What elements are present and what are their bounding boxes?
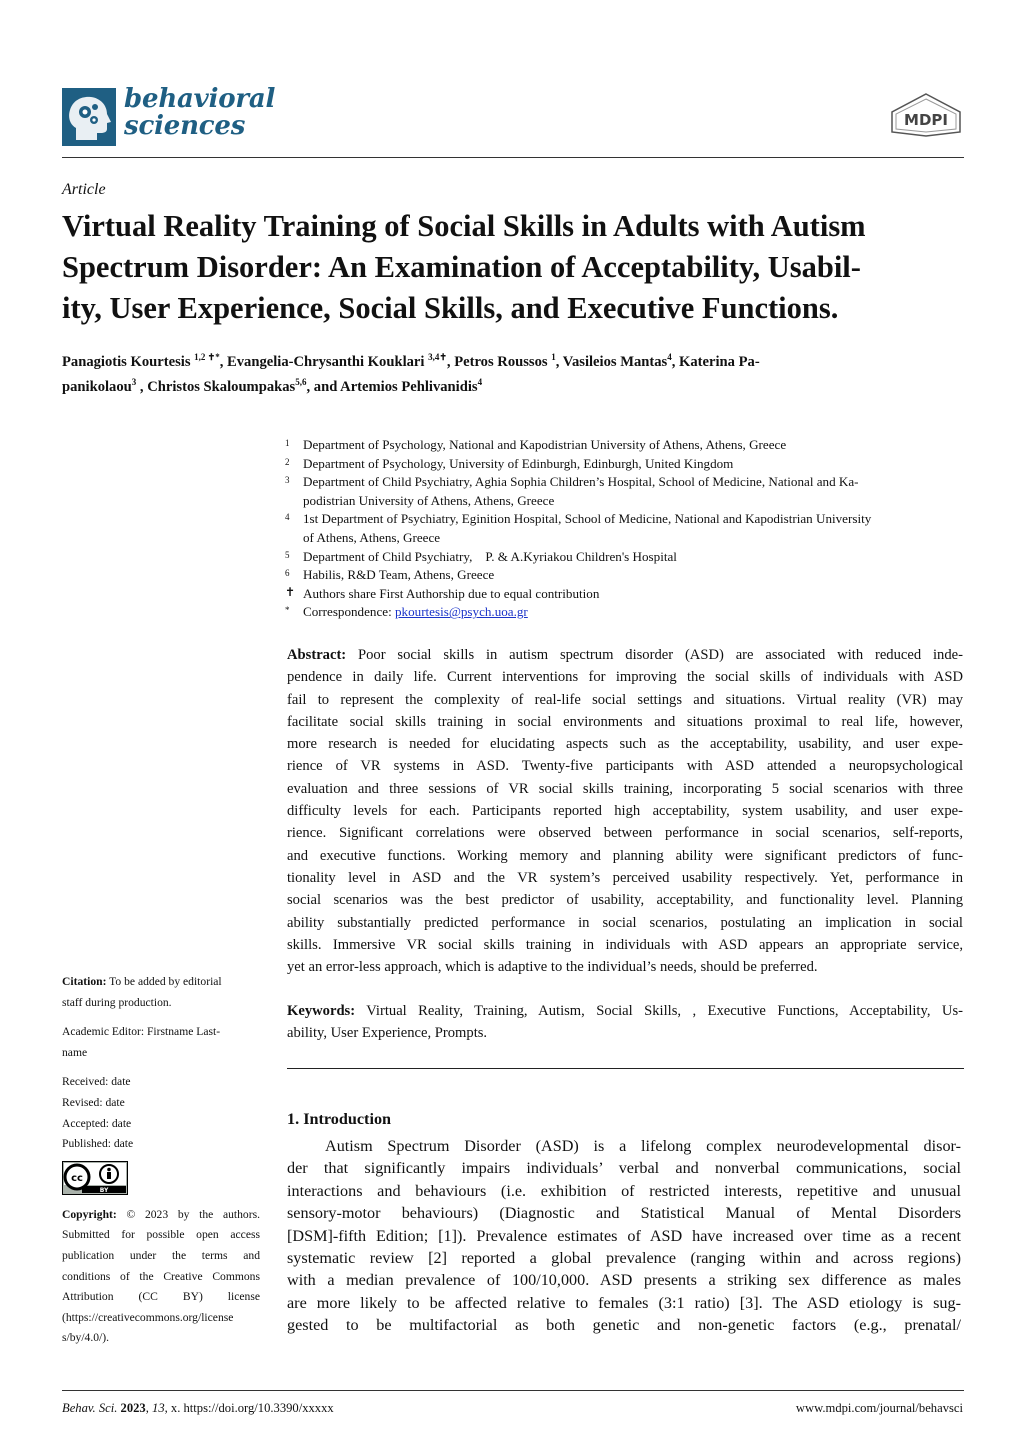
affiliation-item bbox=[287, 510, 967, 547]
abstract-line: fail to represent the complexity of real-life social settings and situations. Virtual reality (VR) may bbox=[287, 691, 963, 708]
academic-editor-line: name bbox=[62, 1045, 88, 1059]
doi-text[interactable]: , x. https://doi.org/10.3390/xxxxx bbox=[164, 1401, 334, 1415]
introduction-text bbox=[287, 1135, 961, 1337]
cc-by-license-icon[interactable] bbox=[62, 1161, 128, 1195]
title-line: Spectrum Disorder: An Examination of Acceptability, Usabil- bbox=[62, 250, 861, 284]
abstract-line: tionality level in ASD and the VR system’s perceived usability respectively. Yet, performance in bbox=[287, 869, 963, 886]
affiliation-mark: 2 bbox=[285, 456, 290, 467]
abstract bbox=[287, 644, 963, 978]
intro-line: with a median prevalence of 100/10,000. ASD presents a striking sex difference as males bbox=[287, 1271, 961, 1290]
journal-name bbox=[124, 86, 275, 140]
abstract-divider bbox=[287, 1068, 964, 1069]
intro-line: [DSM]-fifth Edition; [1]). Prevalence estimates of ASD have increased over time as a recent bbox=[287, 1226, 961, 1245]
author-name: , and Artemios Pehlivanidis bbox=[306, 379, 478, 395]
title-line: Virtual Reality Training of Social Skills in Adults with Autism bbox=[62, 209, 866, 243]
copyright-notice: Copyright: © 2023 by the authors. Submitted for possible open access publication under the terms and conditions of the Creative Commons Attribution (CC BY) license (https://creativecommons.org/license s/by/4.0/). bbox=[62, 1207, 260, 1345]
keywords bbox=[287, 1000, 963, 1045]
publisher-name: MDPI bbox=[904, 111, 948, 129]
volume: 13 bbox=[152, 1401, 165, 1415]
affiliation-mark: 4 bbox=[285, 512, 290, 523]
author-list bbox=[62, 350, 962, 400]
author-line bbox=[62, 375, 962, 400]
title-line: ity, User Experience, Social Skills, and Executive Functions. bbox=[62, 291, 839, 325]
keywords-line: ability, User Experience, Prompts. bbox=[287, 1025, 488, 1042]
author-name: , Petros Roussos bbox=[446, 354, 552, 370]
citation-note: Citation: To be added by editorial bbox=[62, 975, 222, 988]
affiliation-item bbox=[287, 473, 967, 510]
correspondence-label: Correspondence: bbox=[303, 604, 395, 620]
article-type: Article bbox=[62, 181, 106, 198]
keywords-label: Keywords: bbox=[287, 1003, 356, 1019]
abstract-line: evaluation and three sessions of VR social skills training, incorporating 5 social scenarios with three bbox=[287, 780, 963, 797]
revised-date: Revised: date bbox=[62, 1095, 125, 1109]
author-name: , Christos Skaloumpakas bbox=[136, 379, 296, 395]
intro-line: are more likely to be affected relative to females (3:1 ratio) [3]. The ASD etiology is sug- bbox=[287, 1293, 961, 1312]
article-title bbox=[62, 206, 962, 329]
abstract-line: yet an error-less approach, which is adaptive to the individual’s needs, should be preferred. bbox=[287, 959, 818, 976]
keywords-line: Virtual Reality, Training, Autism, Social Skills, , Executive Functions, Acceptability, Us- bbox=[355, 1003, 963, 1019]
author-affil: 5,6 bbox=[295, 377, 307, 388]
affiliation-text: Habilis, R&D Team, Athens, Greece bbox=[303, 567, 495, 583]
header-divider bbox=[62, 157, 964, 158]
abstract-line: rience of VR systems in ASD. Twenty-five participants with ASD attended a neuropsychological bbox=[287, 758, 963, 775]
correspondence bbox=[287, 603, 967, 622]
publication-year: 2023 bbox=[120, 1401, 146, 1415]
academic-editor: Academic Editor: Firstname Last- bbox=[62, 1025, 221, 1039]
intro-line: sensory-motor behaviours) (Diagnostic and Statistical Manual of Mental Disorders bbox=[287, 1204, 961, 1223]
journal-logo-icon bbox=[62, 88, 116, 146]
citation-note-line: staff during production. bbox=[62, 995, 172, 1009]
author-line bbox=[62, 350, 962, 375]
citation-label: Citation: bbox=[62, 975, 107, 988]
license-badge-label: BY bbox=[99, 1186, 109, 1194]
abstract-line: social scenarios was the best predictor of usability, acceptability, and functionality level. Planning bbox=[287, 892, 963, 909]
affiliation-mark: 1 bbox=[285, 438, 290, 448]
affiliation-mark: 5 bbox=[285, 549, 290, 560]
author-name: , Katerina Pa- bbox=[671, 354, 760, 370]
journal-name-line2: sciences bbox=[124, 111, 246, 141]
affiliation-item bbox=[287, 585, 967, 604]
abstract-line: Poor social skills in autism spectrum disorder (ASD) are associated with reduced inde- bbox=[346, 647, 963, 663]
affiliation-text: Department of Child Psychiatry, P. & A.Kyriakou Children's Hospital bbox=[303, 548, 677, 564]
mdpi-logo-icon bbox=[890, 92, 962, 138]
author-affil: 3 bbox=[131, 377, 137, 388]
abstract-line: facilitate social skills training in social environments and situations proximal to real life, however, bbox=[287, 713, 963, 730]
article-sidebar bbox=[62, 972, 260, 1349]
affiliation-text: 1st Department of Psychiatry, Eginition Hospital, School of Medicine, National and Kapodistrian University bbox=[303, 511, 872, 527]
correspondence-mark: * bbox=[285, 605, 290, 616]
affiliation-mark: 6 bbox=[285, 568, 290, 579]
affiliation-text: Department of Psychology, National and Kapodistrian University of Athens, Athens, Greece bbox=[303, 437, 787, 452]
affiliation-mark: 3 bbox=[285, 475, 290, 486]
abstract-line: ability substantially predicted performance in social scenarios, postulating an implication in social bbox=[287, 914, 963, 931]
abstract-line: more research is needed for elucidating aspects such as the acceptability, usability, and user expe- bbox=[287, 736, 963, 753]
abstract-line: difficulty levels for each. Participants reported high acceptability, system usability, and user expe- bbox=[287, 803, 963, 820]
affiliation-mark: ✝ bbox=[285, 584, 296, 599]
svg-text:cc: cc bbox=[71, 1172, 83, 1184]
author-affil: 4 bbox=[667, 352, 672, 363]
abstract-label: Abstract: bbox=[287, 647, 347, 663]
author-name: panikolaou bbox=[62, 379, 132, 395]
author-name: Panagiotis Kourtesis bbox=[62, 354, 195, 370]
section-heading: 1. Introduction bbox=[287, 1110, 392, 1128]
affiliation-item bbox=[287, 548, 967, 567]
affiliation-item bbox=[287, 436, 967, 455]
abstract-line: rience. Significant correlations were observed between performance in social scenarios, self-reports, bbox=[287, 825, 963, 842]
author-affil: 4 bbox=[477, 377, 483, 388]
affiliation-item bbox=[287, 455, 967, 474]
intro-line: der that significantly impairs individuals’ verbal and nonverbal communications, social bbox=[287, 1159, 961, 1178]
affiliation-text: of Athens, Athens, Greece bbox=[303, 529, 441, 545]
published-date: Published: date bbox=[62, 1137, 134, 1151]
abstract-line: and executive functions. Working memory and planning ability were significant predictors of func- bbox=[287, 847, 963, 864]
author-name: , Evangelia-Chrysanthi Kouklari bbox=[219, 354, 429, 370]
intro-line: interactions and behaviours (i.e. exhibition of restricted interests, repetitive and unusual bbox=[287, 1181, 961, 1200]
affiliation-text: Department of Psychology, University of Edinburgh, Edinburgh, United Kingdom bbox=[303, 455, 734, 471]
intro-line: Autism Spectrum Disorder (ASD) is a lifelong complex neurodevelopmental disor- bbox=[325, 1137, 961, 1155]
affiliation-text: Authors share First Authorship due to equal contribution bbox=[303, 585, 600, 601]
citation-footer: Behav. Sci. 2023, 13, x. https://doi.org/10.3390/xxxxx bbox=[62, 1401, 334, 1415]
affiliation-text: Department of Child Psychiatry, Aghia Sophia Children’s Hospital, School of Medicine, National and Ka- bbox=[303, 474, 859, 490]
author-affil: 1,2 ✝* bbox=[194, 352, 220, 363]
affiliation-item bbox=[287, 566, 967, 585]
footer-divider bbox=[62, 1390, 964, 1391]
intro-line: gested to be multifactorial as both genetic and non-genetic factors (e.g., prenatal/ bbox=[287, 1316, 961, 1335]
affiliation-text: podistrian University of Athens, Athens, Greece bbox=[303, 492, 555, 508]
correspondence-email-link[interactable]: pkourtesis@psych.uoa.gr bbox=[395, 604, 528, 620]
author-affil: 3,4✝ bbox=[428, 352, 447, 363]
journal-website[interactable]: www.mdpi.com/journal/behavsci bbox=[795, 1401, 963, 1415]
author-affil: 1 bbox=[551, 352, 556, 363]
abstract-line: pendence in daily life. Current interventions for improving the social skills of individuals with ASD bbox=[287, 669, 963, 686]
accepted-date: Accepted: date bbox=[62, 1116, 132, 1130]
author-name: , Vasileios Mantas bbox=[555, 354, 668, 370]
affiliation-list bbox=[287, 436, 967, 622]
copyright-label: Copyright: bbox=[62, 1207, 117, 1221]
received-date: Received: date bbox=[62, 1075, 131, 1089]
abstract-line: skills. Immersive VR social skills training in individuals with ASD appears an appropriate service, bbox=[287, 936, 963, 953]
journal-name-line1: behavioral bbox=[124, 84, 276, 114]
intro-line: systematic review [2] reported a global prevalence (ranging within and across regions) bbox=[287, 1249, 961, 1268]
journal-abbrev: Behav. Sci. bbox=[62, 1401, 118, 1415]
